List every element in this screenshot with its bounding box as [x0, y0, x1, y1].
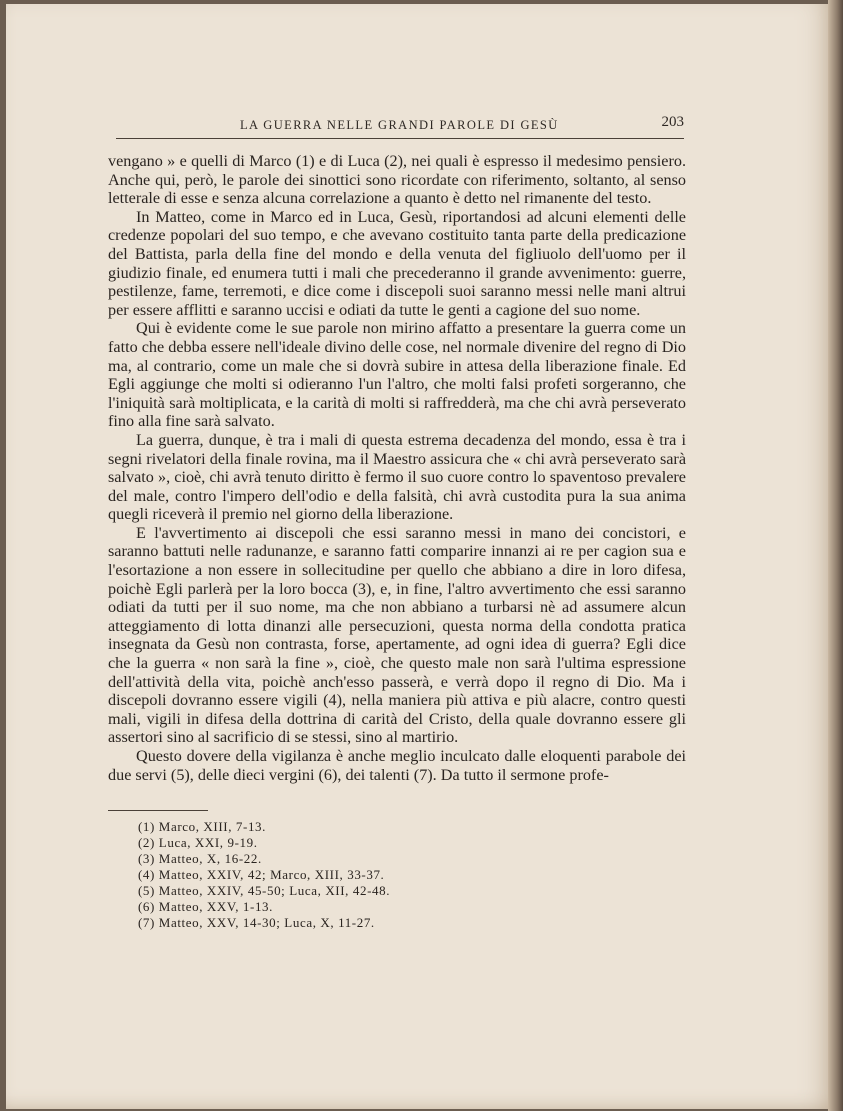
footnote-separator: [108, 810, 208, 811]
paragraph: vengano » e quelli di Marco (1) e di Luca (2), nei quali è espresso il medesimo pensiero. Anche qui, però, le parole dei sinottici sono ricordate con riferimento, soltanto, al senso letterale di esse e senza alcuna correlazione a quanto è detto nel rimanente del testo.: [108, 152, 686, 208]
footnote: (7) Matteo, XXV, 14-30; Luca, X, 11-27.: [138, 915, 375, 930]
footnote: (3) Matteo, X, 16-22.: [138, 851, 262, 866]
paragraph: Questo dovere della vigilanza è anche meglio inculcato dalle eloquenti parabole dei due servi (5), delle dieci vergini (6), dei talenti (7). Da tutto il sermone profe-: [108, 747, 686, 784]
paragraph: E l'avvertimento ai discepoli che essi saranno messi in mano dei concistori, e saranno battuti nelle radunanze, e saranno fatti comparire innanzi ai re per cagion sua e l'esortazione a non essere in sollecitudine per quello che abbiano a dire in loro difesa, poichè Egli parlerà per la loro bocca (3), e, in fine, l'altro avvertimento che essi saranno odiati da tutti per il suo nome, ma che non abbiano a turbarsi nè ad assumere alcun atteggiamento di lotta dinanzi alle persecuzioni, questa norma della condotta pratica insegnata da Gesù non contrasta, forse, apertamente, ad ogni idea di guerra? Egli dice che la guerra « non sarà la fine », cioè, che questo male non sarà l'ultima espressione dell'attività della vita, poichè anch'esso passerà, e verrà dopo il regno di Dio. Ma i discepoli dovranno essere vigili (4), nella maniera più attiva e più alacre, contro questi mali, vigili in difesa della dottrina di carità del Cristo, della quale dovranno essere gli assertori sino al sacrificio di se stessi, sino al martirio.: [108, 523, 686, 747]
footnote: (5) Matteo, XXIV, 45-50; Luca, XII, 42-48.: [138, 883, 391, 898]
footnote: (6) Matteo, XXV, 1-13.: [138, 899, 273, 914]
footnote: (1) Marco, XIII, 7-13.: [138, 819, 266, 834]
page-number: 203: [661, 114, 684, 130]
paragraph: Qui è evidente come le sue parole non mirino affatto a presentare la guerra come un fatto che debba essere nell'ideale divino delle cose, nel normale divenire del regno di Dio ma, al contrario, come un male che si dovrà subire in attesa della liberazione finale. Ed Egli aggiunge che molti si odieranno l'un l'altro, che molti falsi profeti sorgeranno, che l'iniquità sarà moltiplicata, e la carità di molti si raffredderà, ma che chi avrà perseverato fino alla fine sarà salvato.: [108, 319, 686, 431]
footnote: (4) Matteo, XXIV, 42; Marco, XIII, 33-37.: [138, 867, 385, 882]
main-text: [108, 152, 686, 784]
footnote: (2) Luca, XXI, 9-19.: [138, 835, 258, 850]
running-title: LA GUERRA NELLE GRANDI PAROLE DI GESÙ: [240, 118, 559, 132]
page-edge: [828, 0, 843, 1111]
paragraph: La guerra, dunque, è tra i mali di questa estrema decadenza del mondo, essa è tra i segni rivelatori della finale rovina, ma il Maestro assicura che « chi avrà perseverato sarà salvato », cioè, chi avrà tenuto diritto è fermo il suo cuore contro lo spaventoso prevalere del male, contro l'impero dell'odio e della falsità, chi avrà custodita pura la sua anima quegli riceverà il premio nel giorno della liberazione.: [108, 430, 686, 524]
book-page: [6, 4, 828, 1109]
running-header: [116, 114, 684, 139]
paragraph: In Matteo, come in Marco ed in Luca, Gesù, riportandosi ad alcuni elementi delle credenze popolari del suo tempo, e che avevano costituito tanta parte della predicazione del Battista, parla della fine del mondo e della venuta del figliuolo dell'uomo per il giudizio finale, ed enumera tutti i mali che precederanno il grande avvenimento: guerre, pestilenze, fame, terremoti, e dice come i discepoli suoi saranno messi nelle mani altrui per essere afflitti e saranno uccisi e odiati da tutte le genti a cagione del suo nome.: [108, 207, 686, 319]
footnotes: [138, 819, 638, 931]
